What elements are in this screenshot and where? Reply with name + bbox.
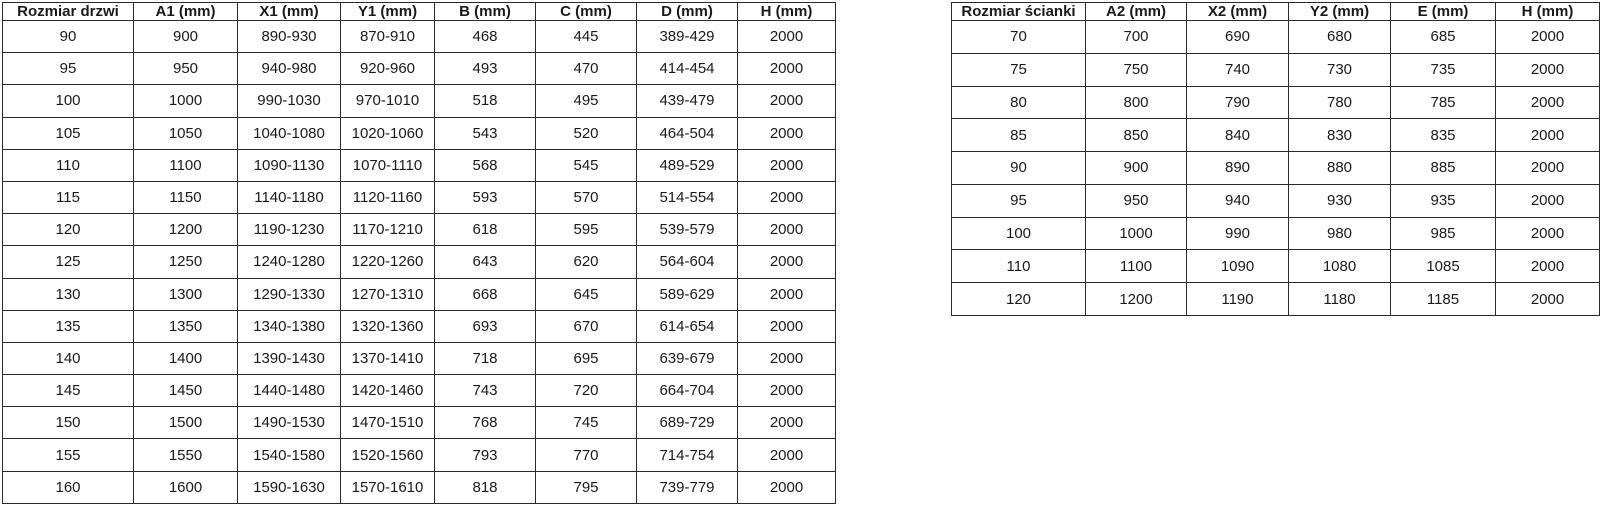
table-cell: 920-960 bbox=[341, 53, 435, 85]
table-cell: 1050 bbox=[134, 117, 238, 149]
table-cell: 2000 bbox=[738, 53, 836, 85]
table-cell: 795 bbox=[536, 471, 637, 503]
table-cell: 2000 bbox=[738, 149, 836, 181]
table-cell: 2000 bbox=[738, 471, 836, 503]
table-row bbox=[3, 439, 836, 471]
table-cell: 110 bbox=[3, 149, 134, 181]
table-cell: 1085 bbox=[1391, 250, 1496, 283]
column-header: C (mm) bbox=[536, 3, 637, 21]
table-cell: 70 bbox=[952, 21, 1086, 54]
table-cell: 1140-1180 bbox=[238, 181, 341, 213]
table-cell: 1170-1210 bbox=[341, 214, 435, 246]
table-cell: 489-529 bbox=[637, 149, 738, 181]
table-cell: 2000 bbox=[1496, 184, 1600, 217]
table-cell: 145 bbox=[3, 375, 134, 407]
table-cell: 110 bbox=[952, 250, 1086, 283]
table-cell: 2000 bbox=[1496, 86, 1600, 119]
table-cell: 493 bbox=[435, 53, 536, 85]
table-cell: 1240-1280 bbox=[238, 246, 341, 278]
table-cell: 870-910 bbox=[341, 21, 435, 53]
column-header: X2 (mm) bbox=[1187, 3, 1289, 21]
table-cell: 770 bbox=[536, 439, 637, 471]
table-row bbox=[3, 85, 836, 117]
table-cell: 1220-1260 bbox=[341, 246, 435, 278]
table-row bbox=[952, 53, 1600, 86]
table-cell: 1600 bbox=[134, 471, 238, 503]
table-cell: 439-479 bbox=[637, 85, 738, 117]
table-cell: 100 bbox=[3, 85, 134, 117]
table-cell: 1290-1330 bbox=[238, 278, 341, 310]
table-cell: 1520-1560 bbox=[341, 439, 435, 471]
column-header: H (mm) bbox=[738, 3, 836, 21]
table-cell: 2000 bbox=[738, 310, 836, 342]
table-cell: 1590-1630 bbox=[238, 471, 341, 503]
table-cell: 1000 bbox=[134, 85, 238, 117]
table-cell: 2000 bbox=[1496, 119, 1600, 152]
table-cell: 1070-1110 bbox=[341, 149, 435, 181]
table-cell: 90 bbox=[3, 21, 134, 53]
table-cell: 2000 bbox=[738, 85, 836, 117]
table-cell: 1370-1410 bbox=[341, 342, 435, 374]
table-cell: 1020-1060 bbox=[341, 117, 435, 149]
table-cell: 614-654 bbox=[637, 310, 738, 342]
table-cell: 743 bbox=[435, 375, 536, 407]
table-row bbox=[952, 217, 1600, 250]
table-row bbox=[3, 375, 836, 407]
table-cell: 543 bbox=[435, 117, 536, 149]
table-cell: 514-554 bbox=[637, 181, 738, 213]
column-header: X1 (mm) bbox=[238, 3, 341, 21]
table-cell: 564-604 bbox=[637, 246, 738, 278]
table-cell: 1490-1530 bbox=[238, 407, 341, 439]
column-header: H (mm) bbox=[1496, 3, 1600, 21]
table-cell: 1100 bbox=[134, 149, 238, 181]
table-cell: 100 bbox=[952, 217, 1086, 250]
table-cell: 95 bbox=[3, 53, 134, 85]
table-cell: 1570-1610 bbox=[341, 471, 435, 503]
table-cell: 950 bbox=[1086, 184, 1187, 217]
table-cell: 830 bbox=[1289, 119, 1391, 152]
table-cell: 740 bbox=[1187, 53, 1289, 86]
table-cell: 1400 bbox=[134, 342, 238, 374]
door-size-table bbox=[2, 2, 836, 504]
column-header: B (mm) bbox=[435, 3, 536, 21]
table-cell: 2000 bbox=[738, 117, 836, 149]
table-cell: 1200 bbox=[134, 214, 238, 246]
table-cell: 1190 bbox=[1187, 283, 1289, 316]
table-cell: 1470-1510 bbox=[341, 407, 435, 439]
table-row bbox=[952, 86, 1600, 119]
table-cell: 1150 bbox=[134, 181, 238, 213]
table-cell: 495 bbox=[536, 85, 637, 117]
table-cell: 1040-1080 bbox=[238, 117, 341, 149]
table-cell: 985 bbox=[1391, 217, 1496, 250]
table-cell: 2000 bbox=[1496, 21, 1600, 54]
table-cell: 793 bbox=[435, 439, 536, 471]
table-cell: 664-704 bbox=[637, 375, 738, 407]
table-row bbox=[952, 184, 1600, 217]
table-cell: 160 bbox=[3, 471, 134, 503]
table-cell: 720 bbox=[536, 375, 637, 407]
table-cell: 689-729 bbox=[637, 407, 738, 439]
table-header-row bbox=[3, 3, 836, 21]
table-cell: 570 bbox=[536, 181, 637, 213]
table-cell: 1440-1480 bbox=[238, 375, 341, 407]
table-cell: 900 bbox=[1086, 152, 1187, 185]
table-cell: 1250 bbox=[134, 246, 238, 278]
table-row bbox=[952, 119, 1600, 152]
table-row bbox=[952, 152, 1600, 185]
table-cell: 940-980 bbox=[238, 53, 341, 85]
wall-size-table bbox=[951, 2, 1600, 316]
table-cell: 593 bbox=[435, 181, 536, 213]
table-cell: 1185 bbox=[1391, 283, 1496, 316]
table-cell: 120 bbox=[952, 283, 1086, 316]
table-cell: 520 bbox=[536, 117, 637, 149]
table-cell: 1100 bbox=[1086, 250, 1187, 283]
table-cell: 835 bbox=[1391, 119, 1496, 152]
table-header-row bbox=[952, 3, 1600, 21]
table-cell: 95 bbox=[952, 184, 1086, 217]
table-cell: 718 bbox=[435, 342, 536, 374]
table-cell: 1340-1380 bbox=[238, 310, 341, 342]
table-cell: 2000 bbox=[738, 375, 836, 407]
table-cell: 900 bbox=[134, 21, 238, 53]
table-cell: 685 bbox=[1391, 21, 1496, 54]
table-cell: 735 bbox=[1391, 53, 1496, 86]
table-cell: 1320-1360 bbox=[341, 310, 435, 342]
table-cell: 800 bbox=[1086, 86, 1187, 119]
table-cell: 2000 bbox=[738, 407, 836, 439]
table-cell: 155 bbox=[3, 439, 134, 471]
table-cell: 1120-1160 bbox=[341, 181, 435, 213]
table-row bbox=[952, 21, 1600, 54]
table-cell: 639-679 bbox=[637, 342, 738, 374]
table-cell: 414-454 bbox=[637, 53, 738, 85]
table-cell: 990-1030 bbox=[238, 85, 341, 117]
table-cell: 885 bbox=[1391, 152, 1496, 185]
table-cell: 840 bbox=[1187, 119, 1289, 152]
column-header: E (mm) bbox=[1391, 3, 1496, 21]
table-cell: 80 bbox=[952, 86, 1086, 119]
table-cell: 1350 bbox=[134, 310, 238, 342]
table-cell: 693 bbox=[435, 310, 536, 342]
table-cell: 1450 bbox=[134, 375, 238, 407]
column-header: Y1 (mm) bbox=[341, 3, 435, 21]
table-row bbox=[3, 246, 836, 278]
table-row bbox=[3, 53, 836, 85]
table-cell: 140 bbox=[3, 342, 134, 374]
table-cell: 714-754 bbox=[637, 439, 738, 471]
table-row bbox=[3, 181, 836, 213]
table-cell: 680 bbox=[1289, 21, 1391, 54]
table-cell: 850 bbox=[1086, 119, 1187, 152]
table-cell: 389-429 bbox=[637, 21, 738, 53]
table-cell: 2000 bbox=[1496, 53, 1600, 86]
column-header: Y2 (mm) bbox=[1289, 3, 1391, 21]
column-header: Rozmiar ścianki bbox=[952, 3, 1086, 21]
table-cell: 85 bbox=[952, 119, 1086, 152]
table-cell: 1390-1430 bbox=[238, 342, 341, 374]
table-cell: 2000 bbox=[1496, 283, 1600, 316]
table-cell: 539-579 bbox=[637, 214, 738, 246]
table-cell: 668 bbox=[435, 278, 536, 310]
table-cell: 890 bbox=[1187, 152, 1289, 185]
table-cell: 1200 bbox=[1086, 283, 1187, 316]
table-cell: 135 bbox=[3, 310, 134, 342]
table-cell: 1090-1130 bbox=[238, 149, 341, 181]
column-header: A1 (mm) bbox=[134, 3, 238, 21]
table-cell: 1550 bbox=[134, 439, 238, 471]
table-cell: 818 bbox=[435, 471, 536, 503]
table-cell: 1080 bbox=[1289, 250, 1391, 283]
table-cell: 750 bbox=[1086, 53, 1187, 86]
table-cell: 464-504 bbox=[637, 117, 738, 149]
table-cell: 930 bbox=[1289, 184, 1391, 217]
table-cell: 75 bbox=[952, 53, 1086, 86]
column-header: D (mm) bbox=[637, 3, 738, 21]
table-cell: 980 bbox=[1289, 217, 1391, 250]
table-cell: 90 bbox=[952, 152, 1086, 185]
table-cell: 120 bbox=[3, 214, 134, 246]
table-cell: 690 bbox=[1187, 21, 1289, 54]
table-cell: 545 bbox=[536, 149, 637, 181]
table-cell: 2000 bbox=[738, 214, 836, 246]
table-cell: 1500 bbox=[134, 407, 238, 439]
table-cell: 2000 bbox=[738, 181, 836, 213]
table-cell: 739-779 bbox=[637, 471, 738, 503]
table-cell: 1090 bbox=[1187, 250, 1289, 283]
table-cell: 790 bbox=[1187, 86, 1289, 119]
table-cell: 125 bbox=[3, 246, 134, 278]
table-cell: 1540-1580 bbox=[238, 439, 341, 471]
table-cell: 470 bbox=[536, 53, 637, 85]
table-cell: 2000 bbox=[738, 342, 836, 374]
table-row bbox=[3, 214, 836, 246]
table-cell: 150 bbox=[3, 407, 134, 439]
table-cell: 2000 bbox=[1496, 250, 1600, 283]
table-row bbox=[3, 149, 836, 181]
table-cell: 2000 bbox=[738, 439, 836, 471]
table-cell: 595 bbox=[536, 214, 637, 246]
table-cell: 468 bbox=[435, 21, 536, 53]
table-cell: 970-1010 bbox=[341, 85, 435, 117]
table-cell: 589-629 bbox=[637, 278, 738, 310]
table-cell: 935 bbox=[1391, 184, 1496, 217]
table-cell: 105 bbox=[3, 117, 134, 149]
table-row bbox=[952, 283, 1600, 316]
table-cell: 1190-1230 bbox=[238, 214, 341, 246]
table-cell: 1000 bbox=[1086, 217, 1187, 250]
table-cell: 768 bbox=[435, 407, 536, 439]
table-cell: 568 bbox=[435, 149, 536, 181]
table-cell: 2000 bbox=[738, 246, 836, 278]
table-row bbox=[3, 342, 836, 374]
table-cell: 130 bbox=[3, 278, 134, 310]
table-cell: 990 bbox=[1187, 217, 1289, 250]
column-header: Rozmiar drzwi bbox=[3, 3, 134, 21]
table-row bbox=[3, 278, 836, 310]
table-cell: 1420-1460 bbox=[341, 375, 435, 407]
table-cell: 700 bbox=[1086, 21, 1187, 54]
table-row bbox=[3, 310, 836, 342]
table-cell: 1300 bbox=[134, 278, 238, 310]
table-cell: 940 bbox=[1187, 184, 1289, 217]
table-row bbox=[3, 117, 836, 149]
table-cell: 1180 bbox=[1289, 283, 1391, 316]
table-cell: 670 bbox=[536, 310, 637, 342]
table-cell: 2000 bbox=[1496, 217, 1600, 250]
table-cell: 618 bbox=[435, 214, 536, 246]
table-row bbox=[3, 471, 836, 503]
table-cell: 695 bbox=[536, 342, 637, 374]
table-cell: 115 bbox=[3, 181, 134, 213]
table-cell: 2000 bbox=[738, 21, 836, 53]
table-cell: 518 bbox=[435, 85, 536, 117]
table-cell: 620 bbox=[536, 246, 637, 278]
table-cell: 880 bbox=[1289, 152, 1391, 185]
table-cell: 745 bbox=[536, 407, 637, 439]
table-cell: 2000 bbox=[1496, 152, 1600, 185]
table-cell: 950 bbox=[134, 53, 238, 85]
table-row bbox=[3, 407, 836, 439]
table-cell: 643 bbox=[435, 246, 536, 278]
table-cell: 445 bbox=[536, 21, 637, 53]
table-cell: 780 bbox=[1289, 86, 1391, 119]
table-row bbox=[952, 250, 1600, 283]
column-header: A2 (mm) bbox=[1086, 3, 1187, 21]
table-cell: 890-930 bbox=[238, 21, 341, 53]
table-cell: 730 bbox=[1289, 53, 1391, 86]
table-cell: 785 bbox=[1391, 86, 1496, 119]
table-row bbox=[3, 21, 836, 53]
table-cell: 645 bbox=[536, 278, 637, 310]
table-cell: 2000 bbox=[738, 278, 836, 310]
table-cell: 1270-1310 bbox=[341, 278, 435, 310]
